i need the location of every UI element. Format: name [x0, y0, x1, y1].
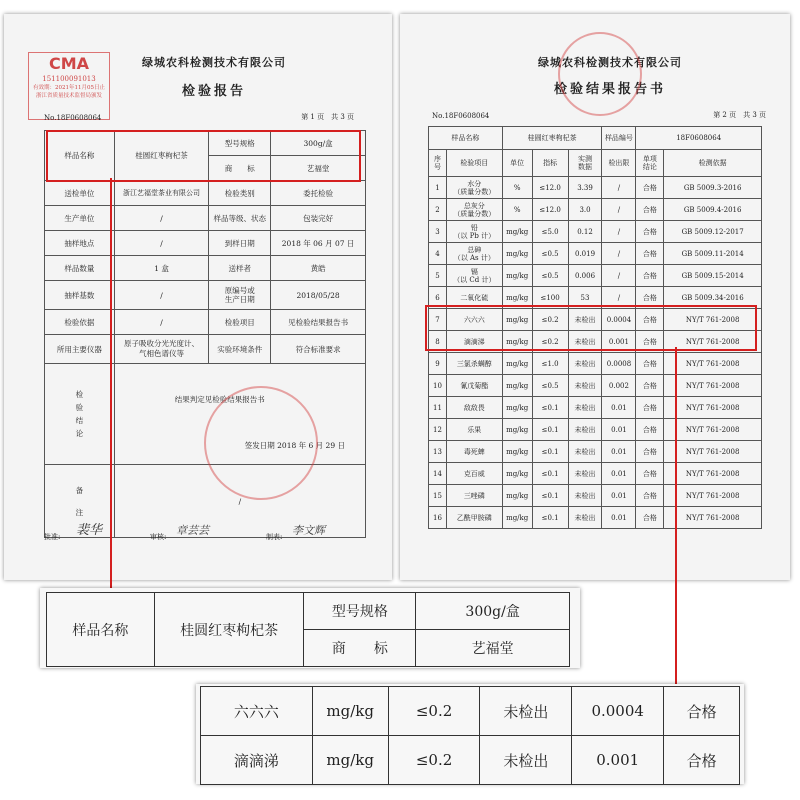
result-seal [558, 32, 642, 116]
table-row [429, 265, 762, 287]
cell-col-method: NY/T 761-2008 [664, 331, 762, 353]
env-value: 符合标准要求 [271, 335, 366, 364]
cell-col-unit: % [502, 199, 532, 221]
cell-col-detect-limit: 0.0008 [602, 353, 636, 375]
cell-col-method: NY/T 761-2008 [664, 309, 762, 331]
cell-col-limit: ≤0.5 [532, 375, 568, 397]
cell-col-no: 4 [429, 243, 447, 265]
cell-col-item: 氰戊菊酯 [446, 375, 502, 397]
cell-col-unit: mg/kg [502, 265, 532, 287]
zoom-cell: 0.0004 [572, 687, 664, 736]
highlight-box-sample [46, 130, 361, 182]
client-value: 浙江艺福堂茶业有限公司 [114, 181, 209, 206]
cell-col-measured: 3.0 [568, 199, 602, 221]
table-row [429, 485, 762, 507]
cell-col-detect-limit: / [602, 243, 636, 265]
arrival-label: 到样日期 [209, 231, 271, 256]
cell-col-no: 3 [429, 221, 447, 243]
cell-col-limit: ≤12.0 [532, 177, 568, 199]
zoom-sample-table [46, 592, 570, 667]
zoom-brand-label: 商 标 [304, 630, 416, 667]
cell-col-limit: ≤0.2 [532, 331, 568, 353]
cell-col-method: NY/T 761-2008 [664, 441, 762, 463]
zoom-cell: 合格 [664, 736, 740, 785]
cell-col-measured: 未检出 [568, 397, 602, 419]
cell-col-conclusion: 合格 [636, 463, 664, 485]
cma-number: 151100091013 [42, 75, 96, 83]
cell-col-detect-limit: 0.01 [602, 441, 636, 463]
grade-label: 样品等级、状态 [209, 206, 271, 231]
cma-mark: CMA [48, 54, 90, 73]
cell-col-method: NY/T 761-2008 [664, 353, 762, 375]
sample-no: 18F0608064 [636, 127, 762, 150]
make-label: 制表: [266, 533, 283, 541]
cell-col-item: 克百威 [446, 463, 502, 485]
cell-col-item: 二氧化硫 [446, 287, 502, 309]
conclusion-label: 检 验 结 论 [45, 364, 115, 465]
zoom-cell: 未检出 [480, 687, 572, 736]
issue-date: 签发日期 2018 年 6 月 29 日 [244, 441, 345, 450]
sampling-site-value: / [114, 231, 209, 256]
cell-col-limit: ≤0.1 [532, 463, 568, 485]
cell-col-conclusion: 合格 [636, 177, 664, 199]
instrument-value: 原子吸收分光光度计、 气相色谱仪等 [114, 335, 209, 364]
cell-col-conclusion: 合格 [636, 441, 664, 463]
basis-value: / [114, 310, 209, 335]
cell-col-unit: mg/kg [502, 309, 532, 331]
sample-name: 桂圆红枣枸杞茶 [502, 127, 602, 150]
cell-col-measured: 未检出 [568, 309, 602, 331]
cell-col-measured: 未检出 [568, 331, 602, 353]
cell-col-method: NY/T 761-2008 [664, 375, 762, 397]
cell-col-conclusion: 合格 [636, 199, 664, 221]
cell-col-conclusion: 合格 [636, 243, 664, 265]
result-report-page [400, 14, 790, 580]
zoom-cell: 滴滴涕 [201, 736, 313, 785]
zoom-cell: 六六六 [201, 687, 313, 736]
cell-col-unit: % [502, 177, 532, 199]
cell-col-no: 13 [429, 441, 447, 463]
cell-col-unit: mg/kg [502, 221, 532, 243]
zoom-panel-sample [40, 588, 580, 668]
header-col-method: 检测依据 [664, 150, 762, 177]
env-label: 实验环境条件 [209, 335, 271, 364]
cell-col-conclusion: 合格 [636, 353, 664, 375]
cell-col-unit: mg/kg [502, 507, 532, 529]
make-signature: 李文辉 [292, 524, 325, 537]
cell-col-detect-limit: 0.01 [602, 397, 636, 419]
cell-col-item: 三氯杀螨醇 [446, 353, 502, 375]
cell-col-measured: 未检出 [568, 463, 602, 485]
cell-col-limit: ≤0.1 [532, 441, 568, 463]
cell-col-no: 15 [429, 485, 447, 507]
cell-col-limit: ≤0.1 [532, 507, 568, 529]
cell-col-limit: ≤0.5 [532, 265, 568, 287]
cell-col-no: 5 [429, 265, 447, 287]
sender-label: 送样者 [209, 256, 271, 281]
connector-line-left [110, 178, 112, 590]
cell-col-conclusion: 合格 [636, 221, 664, 243]
cell-col-measured: 3.39 [568, 177, 602, 199]
cell-col-limit: ≤0.2 [532, 309, 568, 331]
inspection-report-page [4, 14, 392, 580]
cell-col-detect-limit: 0.0004 [602, 309, 636, 331]
cell-col-unit: mg/kg [502, 331, 532, 353]
connector-line-right [675, 347, 677, 689]
cell-col-detect-limit: 0.01 [602, 463, 636, 485]
cell-col-detect-limit: / [602, 177, 636, 199]
zoom-sample-name-label: 样品名称 [47, 593, 155, 667]
base-label: 抽样基数 [45, 281, 115, 310]
report-title: 检验结果报告书 [553, 82, 666, 97]
arrival-value: 2018 年 06 月 07 日 [271, 231, 366, 256]
header-col-no: 序 号 [429, 150, 447, 177]
cell-col-item: 总砷 （以 As 计） [446, 243, 502, 265]
cell-col-conclusion: 合格 [636, 287, 664, 309]
basis-label: 检验依据 [45, 310, 115, 335]
cell-col-item: 敌敌畏 [446, 397, 502, 419]
cell-col-detect-limit: / [602, 287, 636, 309]
cell-col-method: NY/T 761-2008 [664, 419, 762, 441]
zoom-cell: 合格 [664, 687, 740, 736]
cell-col-limit: ≤0.5 [532, 243, 568, 265]
cell-col-method: GB 5009.15-2014 [664, 265, 762, 287]
cell-col-no: 14 [429, 463, 447, 485]
cell-col-conclusion: 合格 [636, 265, 664, 287]
sample-name-label: 样品名称 [429, 127, 503, 150]
cell-col-method: GB 5009.34-2016 [664, 287, 762, 309]
table-row [429, 199, 762, 221]
highlight-box-pesticide [425, 305, 757, 351]
cma-validity: 有效期：2021年11月05日止 [33, 85, 105, 91]
orig-no-label: 原编号或 生产日期 [209, 281, 271, 310]
remark-value: / [114, 465, 365, 538]
cell-col-measured: 未检出 [568, 441, 602, 463]
cell-col-method: GB 5009.4-2016 [664, 199, 762, 221]
report-title: 检验报告 [181, 84, 246, 99]
cell-col-method: NY/T 761-2008 [664, 507, 762, 529]
sample-no-label: 样品编号 [602, 127, 636, 150]
cell-col-item: 乙酰甲胺磷 [446, 507, 502, 529]
zoom-sample-name: 桂圆红枣枸杞茶 [154, 593, 304, 667]
sample-name-label: 样品名称 [45, 131, 115, 181]
zoom-cell: ≤0.2 [388, 687, 480, 736]
remark-label: 备 注 [45, 465, 115, 538]
cma-issuer: 浙江省质量技术监督局颁发 [35, 93, 102, 99]
cell-col-conclusion: 合格 [636, 485, 664, 507]
orig-no-value: 2018/05/28 [271, 281, 366, 310]
header-col-conclusion: 单项 结论 [636, 150, 664, 177]
table-row [429, 397, 762, 419]
cell-col-unit: mg/kg [502, 463, 532, 485]
cell-col-measured: 53 [568, 287, 602, 309]
table-row [429, 419, 762, 441]
cell-col-method: GB 5009.11-2014 [664, 243, 762, 265]
cell-col-detect-limit: 0.01 [602, 507, 636, 529]
cell-col-unit: mg/kg [502, 419, 532, 441]
brand-label: 商 标 [209, 156, 271, 181]
cell-col-item: 六六六 [446, 309, 502, 331]
cell-col-method: NY/T 761-2008 [664, 485, 762, 507]
cell-col-unit: mg/kg [502, 485, 532, 507]
cell-col-measured: 未检出 [568, 353, 602, 375]
cell-col-conclusion: 合格 [636, 331, 664, 353]
instrument-label: 所用主要仪器 [45, 335, 115, 364]
cell-col-no: 11 [429, 397, 447, 419]
cell-col-detect-limit: / [602, 265, 636, 287]
cell-col-measured: 未检出 [568, 419, 602, 441]
cell-col-method: NY/T 761-2008 [664, 463, 762, 485]
zoom-cell: mg/kg [312, 687, 388, 736]
cell-col-conclusion: 合格 [636, 375, 664, 397]
qty-label: 样品数量 [45, 256, 115, 281]
cell-col-conclusion: 合格 [636, 309, 664, 331]
cell-col-item: 镉 （以 Cd 计） [446, 265, 502, 287]
cell-col-measured: 未检出 [568, 485, 602, 507]
cell-col-conclusion: 合格 [636, 397, 664, 419]
conclusion-text: 结果判定见检验结果报告书 [174, 395, 265, 404]
cell-col-item: 三唑磷 [446, 485, 502, 507]
zoom-cell: ≤0.2 [388, 736, 480, 785]
report-info-table [44, 130, 366, 538]
review-signature: 章芸芸 [176, 524, 209, 537]
report-number: No.18F0608064 [432, 112, 490, 120]
qty-value: 1 盒 [114, 256, 209, 281]
cell-col-limit: ≤100 [532, 287, 568, 309]
cell-col-no: 16 [429, 507, 447, 529]
cell-col-detect-limit: 0.01 [602, 419, 636, 441]
header-col-measured: 实测 数据 [568, 150, 602, 177]
approve-signature: 裴华 [76, 523, 103, 538]
report-number: No.18F0608064 [44, 114, 102, 122]
cell-col-limit: ≤0.1 [532, 485, 568, 507]
zoom-cell: mg/kg [312, 736, 388, 785]
cell-col-measured: 0.019 [568, 243, 602, 265]
client-label: 送检单位 [45, 181, 115, 206]
zoom-brand: 艺福堂 [416, 630, 570, 667]
grade-value: 包装完好 [271, 206, 366, 231]
cell-col-conclusion: 合格 [636, 507, 664, 529]
zoom-panel-pesticide [196, 684, 744, 784]
cell-col-unit: mg/kg [502, 397, 532, 419]
cell-col-no: 7 [429, 309, 447, 331]
cell-col-limit: ≤0.1 [532, 397, 568, 419]
cell-col-measured: 0.12 [568, 221, 602, 243]
cell-col-no: 2 [429, 199, 447, 221]
inspection-seal [204, 386, 318, 500]
header-col-unit: 单位 [502, 150, 532, 177]
producer-label: 生产单位 [45, 206, 115, 231]
cell-col-item: 滴滴涕 [446, 331, 502, 353]
cell-col-detect-limit: 0.01 [602, 485, 636, 507]
cell-col-unit: mg/kg [502, 375, 532, 397]
cell-col-detect-limit: 0.001 [602, 331, 636, 353]
cell-col-no: 10 [429, 375, 447, 397]
base-value: / [114, 281, 209, 310]
table-row [429, 243, 762, 265]
zoom-cell: 未检出 [480, 736, 572, 785]
page-info: 第 2 页 共 3 页 [713, 111, 766, 119]
sampling-site-label: 抽样地点 [45, 231, 115, 256]
spec-label: 型号规格 [209, 131, 271, 156]
table-row [429, 507, 762, 529]
company-name: 绿城农科检测技术有限公司 [538, 56, 682, 69]
header-col-item: 检验项目 [446, 150, 502, 177]
cell-col-unit: mg/kg [502, 353, 532, 375]
sender-value: 黄皓 [271, 256, 366, 281]
cell-col-limit: ≤12.0 [532, 199, 568, 221]
category-value: 委托检验 [271, 181, 366, 206]
cell-col-detect-limit: 0.002 [602, 375, 636, 397]
zoom-cell: 0.001 [572, 736, 664, 785]
cell-col-limit: ≤5.0 [532, 221, 568, 243]
cell-col-method: GB 5009.3-2016 [664, 177, 762, 199]
cell-col-conclusion: 合格 [636, 419, 664, 441]
cell-col-no: 9 [429, 353, 447, 375]
cell-col-unit: mg/kg [502, 287, 532, 309]
cell-col-no: 12 [429, 419, 447, 441]
table-row [429, 463, 762, 485]
cell-col-measured: 未检出 [568, 375, 602, 397]
table-row [429, 441, 762, 463]
spec-value: 300g/盒 [271, 131, 366, 156]
cell-col-limit: ≤1.0 [532, 353, 568, 375]
cell-col-item: 铅 （以 Pb 计） [446, 221, 502, 243]
producer-value: / [114, 206, 209, 231]
cell-col-measured: 未检出 [568, 507, 602, 529]
cell-col-limit: ≤0.1 [532, 419, 568, 441]
table-row [429, 353, 762, 375]
zoom-spec: 300g/盒 [416, 593, 570, 630]
cell-col-item: 水分 （质量分数） [446, 177, 502, 199]
cell-col-detect-limit: / [602, 199, 636, 221]
cell-col-no: 1 [429, 177, 447, 199]
cell-col-item: 总灰分 （质量分数） [446, 199, 502, 221]
header-col-limit: 指标 [532, 150, 568, 177]
cell-col-method: GB 5009.12-2017 [664, 221, 762, 243]
sample-name: 桂圆红枣枸杞茶 [114, 131, 209, 181]
cell-col-detect-limit: / [602, 221, 636, 243]
cell-col-no: 6 [429, 287, 447, 309]
table-row [429, 221, 762, 243]
brand-value: 艺福堂 [271, 156, 366, 181]
category-label: 检验类别 [209, 181, 271, 206]
cell-col-unit: mg/kg [502, 441, 532, 463]
cell-col-method: NY/T 761-2008 [664, 397, 762, 419]
zoom-spec-label: 型号规格 [304, 593, 416, 630]
table-row [429, 177, 762, 199]
approve-label: 批准: [44, 533, 61, 541]
page-info: 第 1 页 共 3 页 [301, 113, 354, 121]
table-row [429, 375, 762, 397]
cell-col-item: 乐果 [446, 419, 502, 441]
cell-col-no: 8 [429, 331, 447, 353]
items-label: 检验项目 [209, 310, 271, 335]
cell-col-measured: 0.006 [568, 265, 602, 287]
zoom-row [201, 736, 740, 785]
cell-col-item: 毒死蜱 [446, 441, 502, 463]
header-col-detect-limit: 检出限 [602, 150, 636, 177]
company-name: 绿城农科检测技术有限公司 [142, 56, 286, 69]
zoom-pesticide-table [200, 686, 740, 785]
items-value: 见检验结果报告书 [271, 310, 366, 335]
cell-col-unit: mg/kg [502, 243, 532, 265]
zoom-row [201, 687, 740, 736]
review-label: 审核: [150, 533, 167, 541]
